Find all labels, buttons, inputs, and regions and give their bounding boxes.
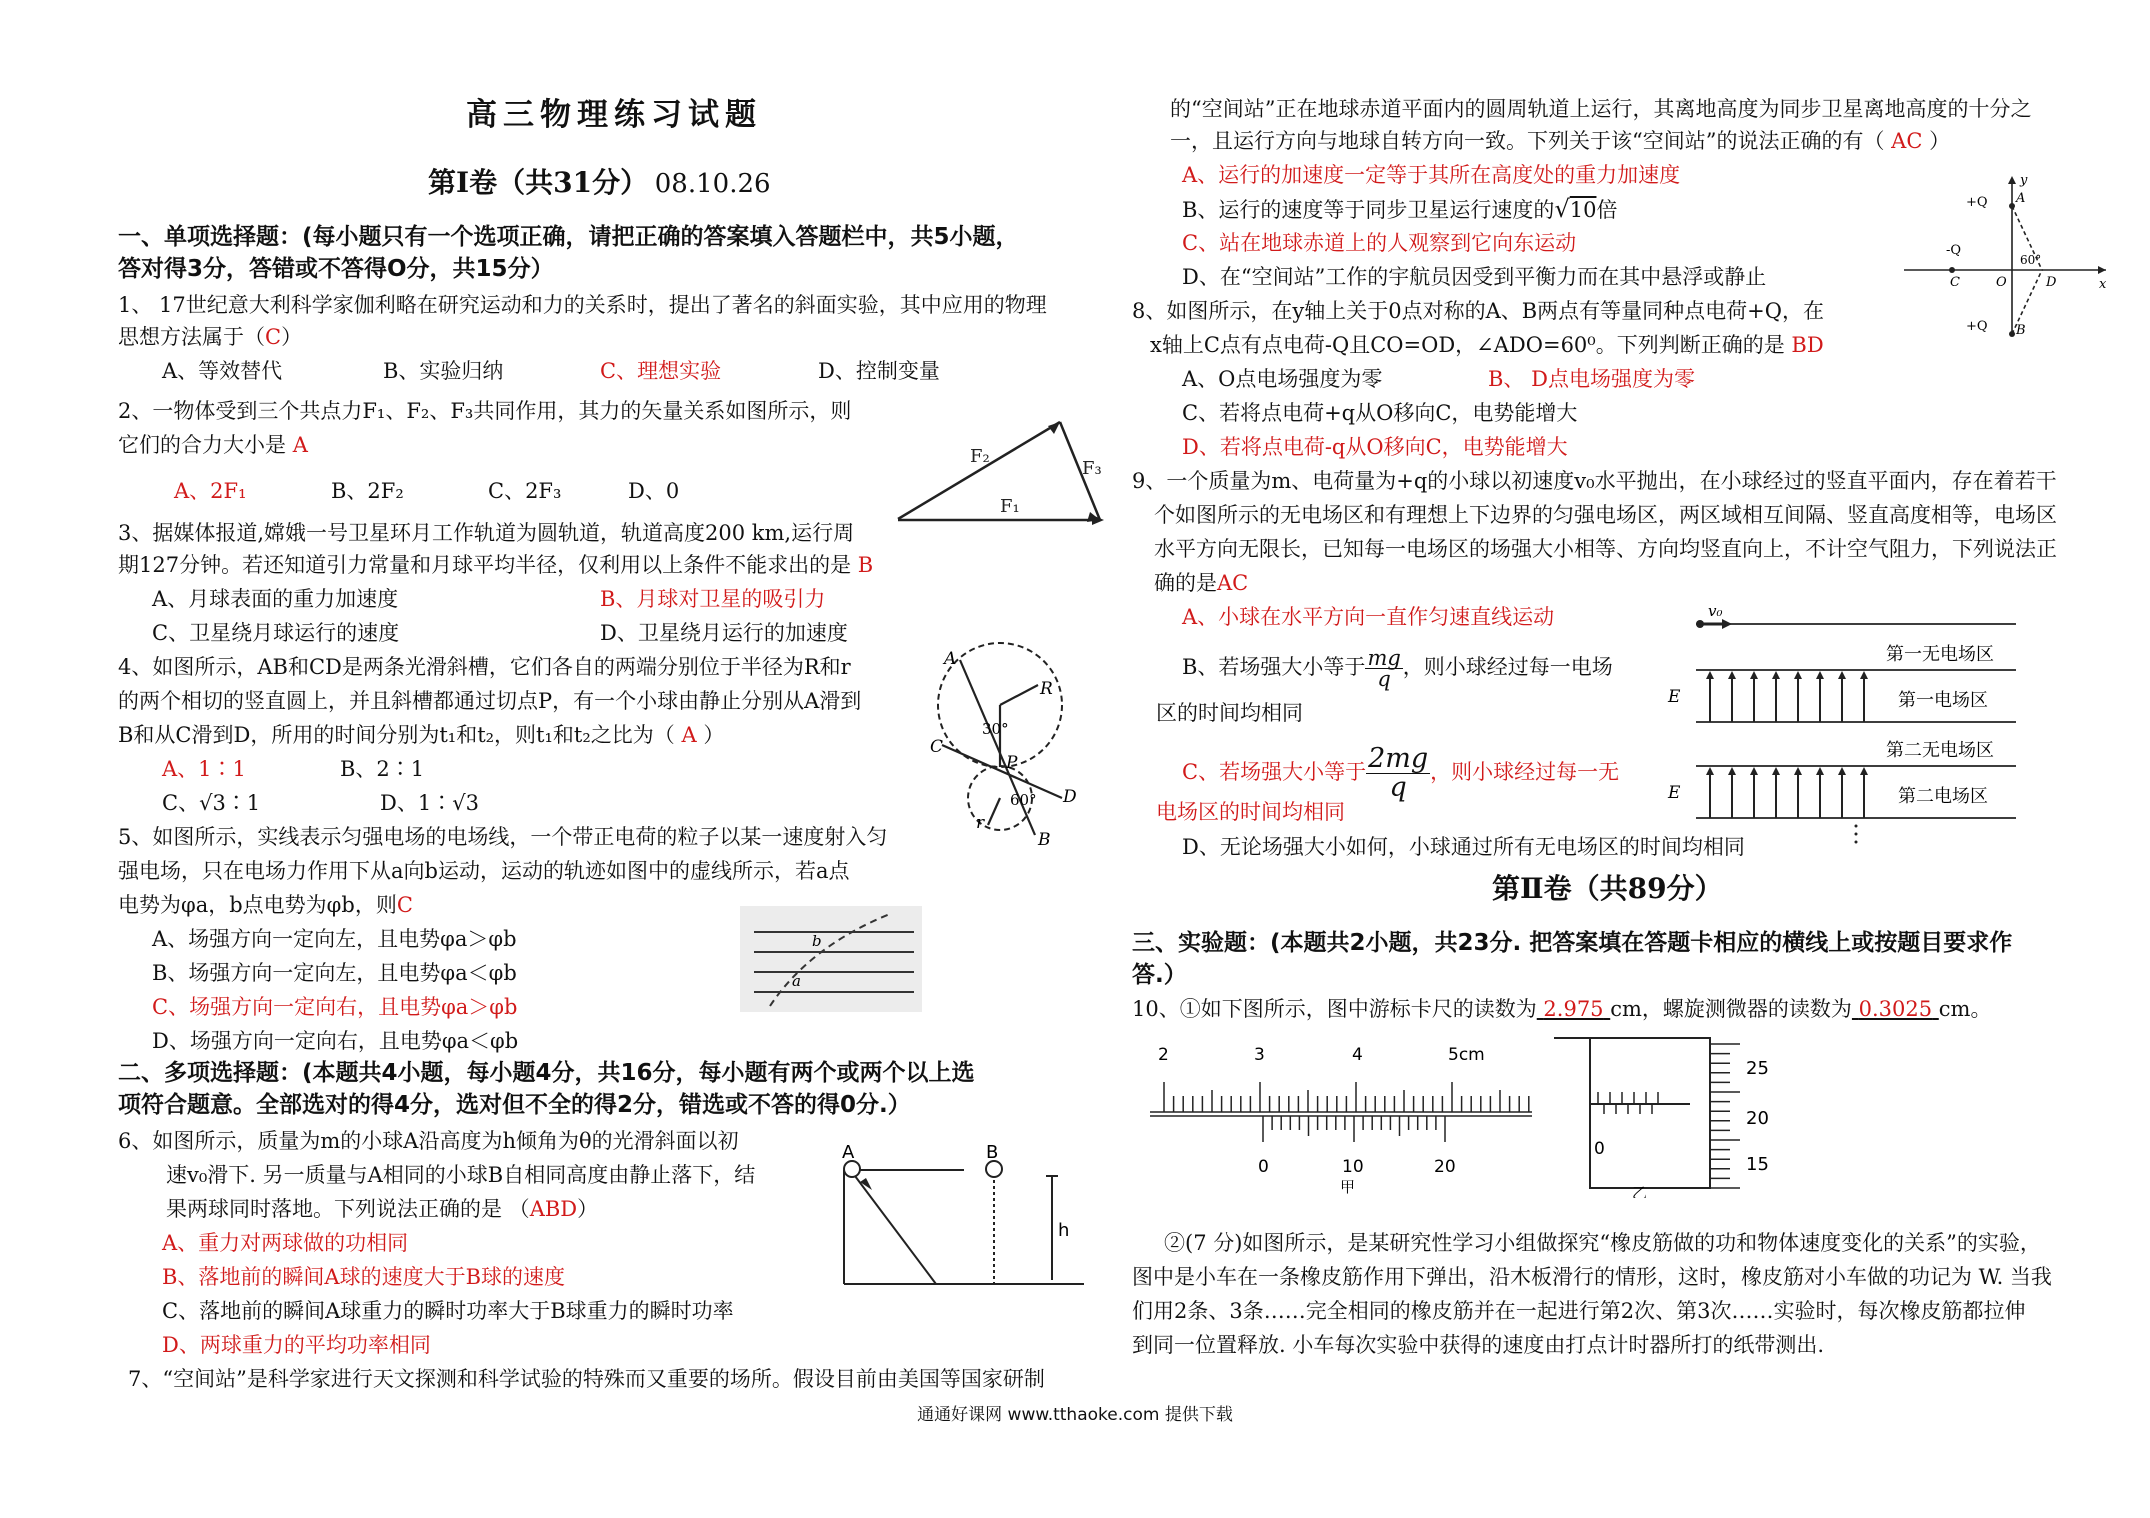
q8-label-c: C	[1950, 275, 1960, 290]
q9-option-a: A、小球在水平方向一直作匀速直线运动	[1182, 605, 1555, 629]
micrometer-15: 15	[1746, 1154, 1769, 1175]
q2-option-a: A、2F₁	[174, 479, 247, 503]
q2-label-f1: F₁	[1000, 496, 1020, 517]
q6-option-d: D、两球重力的平均功率相同	[162, 1333, 431, 1357]
q9-field-zones-diagram	[1660, 598, 2030, 850]
q4-option-c: C、√3∶1	[162, 791, 261, 815]
q9-b-denominator: q	[1377, 667, 1391, 691]
q9-answer: AC	[1217, 571, 1249, 595]
q6-stem-line3	[166, 1194, 598, 1224]
q5-option-a: A、场强方向一定向左，且电势φa＞φb	[152, 927, 517, 951]
q7-option-b-suffix: 倍	[1596, 198, 1618, 222]
q8-option-c: C、若将点电荷+q从O移向C，电势能增大	[1182, 401, 1578, 425]
q9-option-b-fraction	[1365, 648, 1402, 689]
q7-option-a: A、运行的加速度一定等于其所在高度处的重力加速度	[1182, 163, 1681, 187]
q10-text-a: 10、①如下图所示，图中游标卡尺的读数为	[1132, 997, 1537, 1021]
q7-stem-line1: 7、“空间站”是科学家进行天文探测和科学试验的特殊而又重要的场所。假设目前由美国等国家研制	[128, 1367, 1045, 1391]
q4-label-a: A	[944, 649, 957, 669]
q5-point-b: b	[812, 932, 822, 950]
q7-option-c: C、站在地球赤道上的人观察到它向东运动	[1182, 231, 1577, 255]
q9-label-zone-free2: 第二无电场区	[1886, 740, 1994, 761]
q9-option-c-line2: 电场区的时间均相同	[1156, 800, 1345, 824]
q3-option-b: B、月球对卫星的吸引力	[600, 587, 826, 611]
q8-label-minus-q: -Q	[1946, 243, 1962, 258]
q5-option-b: B、场强方向一定向左，且电势φa＜φb	[152, 961, 517, 985]
micrometer-20: 20	[1746, 1108, 1769, 1129]
q10-part2-line2: 图中是小车在一条橡皮筋作用下弹出，沿木板滑行的情形，这时，橡皮筋对小车做的功记为 W. 当我	[1132, 1265, 2052, 1289]
q8-label-plus-q-top: +Q	[1966, 195, 1988, 210]
caliper-main-2: 2	[1158, 1045, 1169, 1065]
q9-c-denominator: q	[1389, 772, 1407, 803]
q1-stem-text: 思想方法属于（	[118, 325, 265, 349]
q4-label-r-small: r	[976, 813, 985, 833]
q2-answer: A	[292, 433, 308, 457]
q4-label-30deg: 30°	[982, 720, 1009, 738]
q1-answer: C	[265, 325, 282, 349]
q8-label-o: O	[1996, 275, 2007, 290]
q7-sqrt-symbol: √	[1554, 195, 1570, 223]
micrometer-caption: 乙	[1632, 1184, 1648, 1198]
q10-text-c: cm。	[1938, 997, 1992, 1021]
q9-option-c-line1	[1182, 745, 1619, 802]
q9-option-b-line1	[1182, 648, 1613, 689]
q3-option-a: A、月球表面的重力加速度	[152, 587, 399, 611]
caliper-main-5cm: 5cm	[1448, 1045, 1485, 1065]
q1-option-d: D、控制变量	[818, 359, 940, 383]
q8-label-d: D	[2046, 275, 2057, 290]
q9-option-c-suffix: ，则小球经过每一无	[1430, 760, 1620, 784]
q6-label-a: A	[842, 1142, 855, 1163]
part2-heading: 第Ⅱ卷（共89分）	[1492, 872, 1723, 905]
q9-label-zone-field2: 第二电场区	[1898, 786, 1988, 807]
q3-option-c: C、卫星绕月球运行的速度	[152, 621, 400, 645]
q9-b-numerator: mg	[1367, 646, 1401, 670]
q3-stem-line1: 3、据媒体报道,嫦娥一号卫星环月工作轨道为圆轨道，轨道高度200 km,运行周	[118, 521, 855, 545]
q3-option-d: D、卫星绕月运行的加速度	[600, 621, 848, 645]
q7-option-d: D、在“空间站”工作的宇航员因受到平衡力而在其中悬浮或静止	[1182, 265, 1767, 289]
q6-option-a: A、重力对两球做的功相同	[162, 1231, 409, 1255]
q3-stem-text: 期127分钟。若还知道引力常量和月球平均半径，仅利用以上条件不能求出的是	[118, 553, 852, 577]
q10-caliper-value: 2.975	[1543, 997, 1604, 1021]
q8-label-plus-q-bottom: +Q	[1966, 319, 1988, 334]
q9-stem-line1: 9、一个质量为m、电荷量为+q的小球以初速度v₀水平抛出，在小球经过的竖直平面内，存在着若干	[1132, 469, 2057, 493]
q1-option-b: B、实验归纳	[383, 359, 504, 383]
q5-stem-line1: 5、如图所示，实线表示匀强电场的电场线，一个带正电荷的粒子以某一速度射入匀	[118, 825, 888, 849]
q2-stem-text: 它们的合力大小是	[118, 433, 286, 457]
q2-stem-line2	[118, 430, 308, 460]
section2-heading-line1: 二、多项选择题：(本题共4小题，每小题4分，共16分，每小题有两个或两个以上选	[118, 1060, 975, 1086]
q3-answer: B	[857, 553, 874, 577]
q5-stem-line2: 强电场，只在电场力作用下从a向b运动，运动的轨迹如图中的虚线所示，若a点	[118, 859, 850, 883]
q4-label-b: B	[1038, 830, 1051, 850]
q10-part2-line4: 到同一位置释放. 小车每次实验中获得的速度由打点计时器所打的纸带测出.	[1132, 1333, 1825, 1357]
q5-point-a: a	[792, 972, 801, 990]
q4-stem-line2: 的两个相切的竖直圆上，并且斜槽都通过切点P，有一个小球由静止分别从A滑到	[118, 689, 862, 713]
exam-date: 08.10.26	[654, 169, 771, 199]
section2-heading-line2: 项符合题意。全部选对的得4分，选对但不全的得2分，错选或不答的得0分.）	[118, 1092, 911, 1118]
q8-stem-text: x轴上C点有点电荷-Q且CO=OD，∠ADO=60⁰。下列判断正确的是	[1150, 333, 1785, 357]
q4-option-d: D、1∶√3	[380, 791, 479, 815]
q8-label-b: B	[2016, 323, 2026, 338]
q7-option-b	[1182, 194, 1617, 225]
q3-stem-line2	[118, 550, 873, 580]
caliper-caption: 甲	[1340, 1178, 1356, 1194]
q5-stem-text: 电势为φa，b点电势为φb，则	[118, 893, 397, 917]
q9-stem-line2: 个如图所示的无电场区和有理想上下边界的匀强电场区，两区域相互间隔、竖直高度相等，电场区	[1154, 503, 2057, 527]
section3-heading-line2: 答.）	[1132, 962, 1187, 988]
q4-stem-text: B和从C滑到D，所用的时间分别为t₁和t₂，则t₁和t₂之比为（	[118, 723, 675, 747]
q4-stem-line3	[118, 720, 724, 750]
page-footer: 通通好课网 www.tthaoke.com 提供下载	[917, 1405, 1233, 1425]
q9-stem-line4	[1154, 568, 1248, 598]
q6-stem-text: 果两球同时落地。下列说法正确的是 （	[166, 1197, 530, 1221]
q9-option-b-text: B、若场强大小等于	[1182, 655, 1366, 679]
q6-stem-line1: 6、如图所示，质量为m的小球A沿高度为h倾角为θ的光滑斜面以初	[118, 1129, 739, 1153]
q6-label-h: h	[1058, 1220, 1070, 1241]
q5-field-diagram	[740, 906, 922, 1012]
micrometer-25: 25	[1746, 1058, 1769, 1079]
q4-option-b: B、2∶1	[340, 757, 425, 781]
q8-label-a: A	[2016, 191, 2026, 206]
q9-zone1-arrows	[1710, 674, 1864, 722]
q10-stem-line1	[1132, 994, 1991, 1024]
micrometer-zero: 0	[1594, 1139, 1605, 1159]
q4-label-d: D	[1063, 787, 1077, 807]
q9-zone2-arrows	[1710, 770, 1864, 818]
q2-option-b: B、2F₂	[331, 479, 404, 503]
q6-stem-line2: 速v₀滑下. 另一质量与A相同的小球B自相同高度由静止落下，结	[166, 1163, 756, 1187]
q4-label-c: C	[930, 737, 944, 757]
q7-stem-line3	[1170, 126, 1950, 156]
q6-label-b: B	[986, 1142, 999, 1163]
caliper-vernier-20: 20	[1434, 1157, 1456, 1177]
q10-part2-line1: ②(7 分)如图所示，是某研究性学习小组做探究“橡皮筋做的功和物体速度变化的关系”的实验，	[1164, 1231, 2041, 1255]
q2-stem-line1: 2、一物体受到三个共点力F₁、F₂、F₃共同作用，其力的矢量关系如图所示，则	[118, 399, 852, 423]
q9-option-c-text: C、若场强大小等于	[1182, 760, 1367, 784]
q7-stem-text: 一，且运行方向与地球自转方向一致。下列关于该“空间站”的说法正确的有（	[1170, 129, 1885, 153]
q5-stem-line3	[118, 890, 413, 920]
q10-micrometer	[1550, 1030, 1870, 1198]
q8-label-y: y	[2020, 173, 2028, 188]
q1-close: ）	[281, 325, 303, 349]
q9-stem-line3: 水平方向无限长，已知每一电场区的场强大小相等、方向均竖直向上，不计空气阻力，下列说法正	[1154, 537, 2057, 561]
q7-close: ）	[1929, 129, 1951, 153]
q8-option-a: A、O点电场强度为零	[1182, 367, 1383, 391]
q7-option-b-text: B、运行的速度等于同步卫星运行速度的	[1182, 198, 1555, 222]
q6-incline-diagram	[828, 1140, 1088, 1290]
part1-title: 第Ⅰ卷（共31分）	[428, 166, 649, 199]
q2-option-d: D、0	[628, 479, 680, 503]
q8-option-d: D、若将点电荷-q从O移向C，电势能增大	[1182, 435, 1568, 459]
q4-label-60deg: 60°	[1010, 791, 1037, 809]
q5-answer: C	[396, 893, 413, 917]
q9-option-d: D、无论场强大小如何，小球通过所有无电场区的时间均相同	[1182, 835, 1745, 859]
q9-label-v0: v₀	[1708, 602, 1723, 620]
q1-stem-line1: 1、 17世纪意大利科学家伽利略在研究运动和力的关系时，提出了著名的斜面实验，其中应用的物理	[118, 293, 1047, 317]
section3-heading-line1: 三、实验题：(本题共2小题，共23分. 把答案填在答题卡相应的横线上或按题目要求作	[1132, 930, 2013, 956]
q1-stem-line2	[118, 322, 302, 352]
q10-micrometer-value: 0.3025	[1858, 997, 1933, 1021]
q7-answer: AC	[1891, 129, 1923, 153]
q2-label-f3: F₃	[1082, 458, 1102, 479]
section1-heading-line1: 一、单项选择题：(每小题只有一个选项正确，请把正确的答案填入答题栏中，共5小题，	[118, 224, 1019, 250]
q9-c-numerator: 2mg	[1368, 743, 1429, 774]
q4-label-p: P	[1006, 753, 1018, 773]
q8-label-angle: 60°	[2020, 253, 2042, 267]
q7-sqrt-value: 10	[1569, 198, 1597, 222]
q1-option-a: A、等效替代	[162, 359, 283, 383]
q9-label-e2: E	[1668, 783, 1681, 803]
q9-label-e1: E	[1668, 687, 1681, 707]
q10-micrometer-reading	[1852, 997, 1939, 1021]
q2-label-f2: F₂	[970, 446, 990, 467]
q2-force-diagram	[890, 404, 1120, 534]
q7-stem-line2: 的“空间站”正在地球赤道平面内的圆周轨道上运行，其离地高度为同步卫星离地高度的十分之	[1170, 97, 2032, 121]
q9-stem-text: 确的是	[1154, 571, 1217, 595]
q9-label-zone-free1: 第一无电场区	[1886, 644, 1994, 665]
q10-vernier-caliper	[1146, 1036, 1536, 1194]
caliper-main-4: 4	[1352, 1045, 1363, 1065]
q4-label-r-big: R	[1040, 679, 1053, 699]
q8-stem-line2	[1150, 330, 1824, 360]
exam-title: 高三物理练习试题	[466, 97, 762, 133]
section1-heading-line2: 答对得3分，答错或不答得O分，共15分）	[118, 256, 554, 282]
q8-label-x: x	[2099, 277, 2107, 292]
q8-charge-diagram	[1894, 170, 2114, 340]
q9-option-b-line2: 区的时间均相同	[1156, 701, 1303, 725]
q9-label-zone-field1: 第一电场区	[1898, 690, 1988, 711]
q5-option-d: D、场强方向一定向右，且电势φa＜φb	[152, 1029, 519, 1053]
q8-stem-line1: 8、如图所示，在y轴上关于0点对称的A、B两点有等量同种点电荷+Q，在	[1132, 299, 1824, 323]
caliper-main-3: 3	[1254, 1045, 1265, 1065]
q8-option-b: B、 D点电场强度为零	[1488, 367, 1695, 391]
q4-circles-diagram	[930, 640, 1080, 850]
q6-answer: ABD	[529, 1197, 578, 1221]
q9-option-b-suffix: ，则小球经过每一电场	[1402, 655, 1613, 679]
q10-part2-line3: 们用2条、3条……完全相同的橡皮筋并在一起进行第2次、第3次……实验时，每次橡皮筋都拉伸	[1132, 1299, 2026, 1323]
q6-option-c: C、落地前的瞬间A球重力的瞬时功率大于B球重力的瞬时功率	[162, 1299, 734, 1323]
q9-option-c-fraction	[1366, 745, 1430, 802]
part1-heading	[428, 168, 771, 200]
q2-option-c: C、2F₃	[488, 479, 562, 503]
q6-option-b: B、落地前的瞬间A球的速度大于B球的速度	[162, 1265, 566, 1289]
q4-close: ）	[703, 723, 725, 747]
q10-caliper-reading	[1537, 997, 1611, 1021]
caliper-vernier-0: 0	[1258, 1157, 1269, 1177]
q10-text-b: cm，螺旋测微器的读数为	[1610, 997, 1852, 1021]
q4-answer: A	[681, 723, 697, 747]
q6-close: ）	[577, 1197, 599, 1221]
q4-stem-line1: 4、如图所示，AB和CD是两条光滑斜槽，它们各自的两端分别位于半径为R和r	[118, 655, 851, 679]
q5-option-c: C、场强方向一定向右，且电势φa＞φb	[152, 995, 518, 1019]
q8-answer: BD	[1791, 333, 1824, 357]
q4-option-a: A、1∶1	[162, 757, 246, 781]
caliper-vernier-10: 10	[1342, 1157, 1364, 1177]
q1-option-c: C、理想实验	[600, 359, 722, 383]
